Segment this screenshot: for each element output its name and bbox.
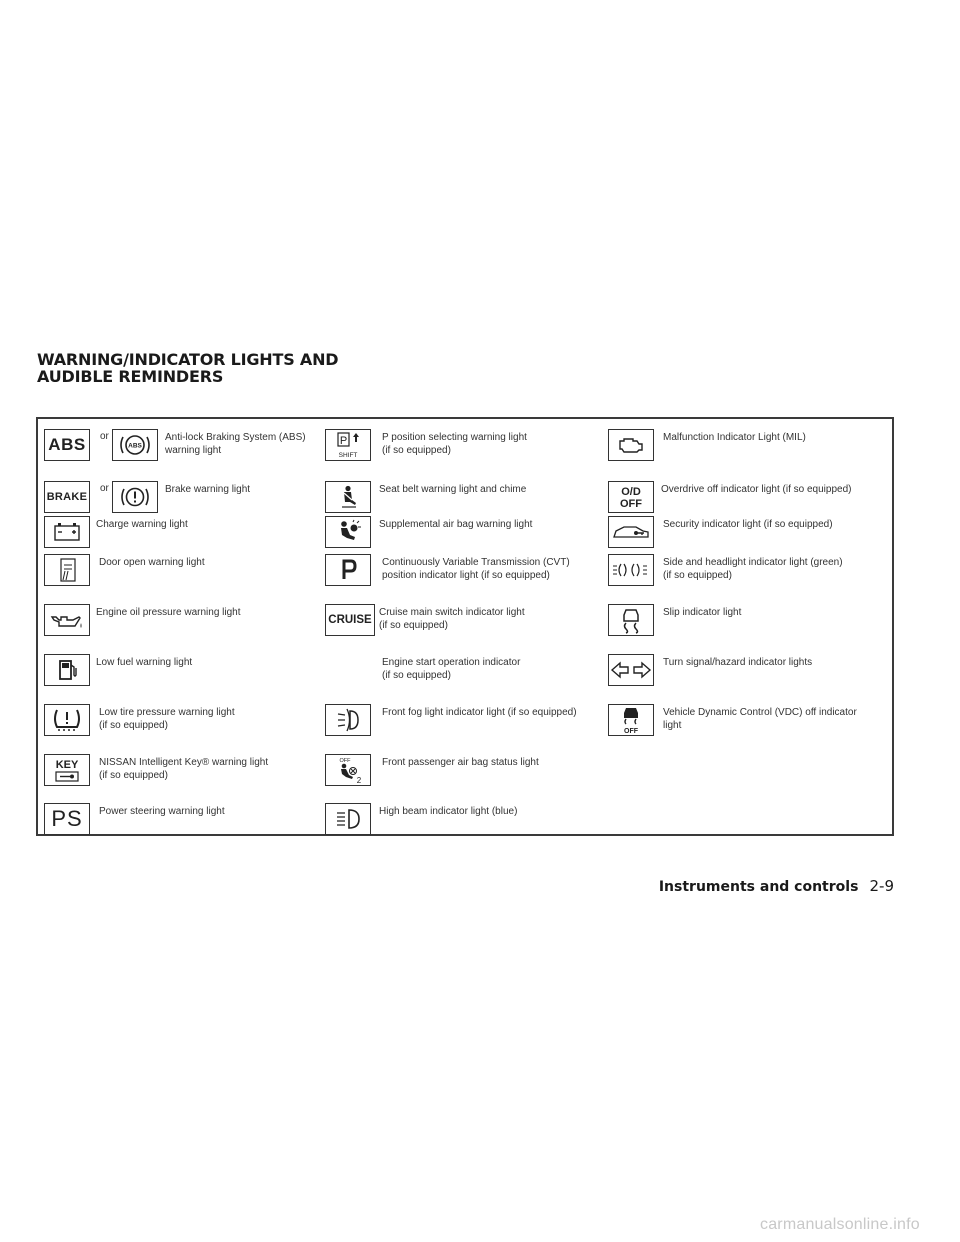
security-label: Security indicator light (if so equipped): [663, 519, 833, 530]
oil-label: Engine oil pressure warning light: [96, 607, 241, 618]
svg-text:P: P: [339, 435, 348, 447]
abs-entry: [44, 429, 324, 469]
oil-can-icon: [44, 604, 90, 636]
section-heading-line1: WARNING/INDICATOR LIGHTS AND: [37, 350, 339, 369]
vdc-label: Vehicle Dynamic Control (VDC) off indicator light: [663, 707, 857, 731]
or-label: or: [100, 431, 109, 442]
section-heading: [37, 351, 338, 385]
side-head-entry: [608, 554, 890, 594]
turn-arrows-icon: [608, 654, 654, 686]
door-open-entry: [44, 554, 324, 594]
svg-text:OFF: OFF: [624, 728, 638, 735]
footer-page-number: 2-9: [869, 877, 894, 895]
fuel-pump-icon: [44, 654, 90, 686]
turn-signal-entry: [608, 654, 890, 694]
svg-text:O/D: O/D: [621, 486, 641, 498]
abs-label: Anti-lock Braking System (ABS) warning light: [165, 432, 306, 456]
table-row: [38, 604, 892, 644]
airbag-icon: [325, 516, 371, 548]
watermark-text: carmanualsonline.info: [760, 1216, 920, 1233]
seat-belt-label: Seat belt warning light and chime: [379, 484, 527, 495]
key-label: NISSAN Intelligent Key® warning light (if so equipped): [99, 757, 269, 781]
power-steering-entry: [44, 803, 324, 843]
engine-start-label: Engine start operation indicator (if so equipped): [382, 657, 521, 681]
table-row: [38, 554, 892, 594]
table-row: [38, 429, 892, 469]
vdc-off-icon: [608, 704, 654, 736]
footer-section-name: Instruments and controls: [658, 879, 859, 895]
airbag-entry: [325, 516, 607, 556]
page-footer: [659, 876, 894, 895]
ps-text-icon: PS: [44, 803, 90, 835]
section-heading-line2: AUDIBLE REMINDERS: [37, 367, 224, 386]
cvt-label: Continuously Variable Transmission (CVT) position indicator light (if so equipped): [382, 557, 570, 581]
tire-entry: [44, 704, 324, 744]
passenger-airbag-icon: [325, 754, 371, 786]
od-off-entry: [608, 481, 890, 521]
oil-entry: [44, 604, 324, 644]
table-row: [38, 803, 892, 843]
tire-label: Low tire pressure warning light (if so equipped): [99, 707, 235, 731]
seat-belt-entry: [325, 481, 607, 521]
turn-signal-label: Turn signal/hazard indicator lights: [663, 657, 813, 668]
svg-text:ABS: ABS: [128, 442, 142, 450]
abs-circle-icon: [112, 429, 158, 461]
intelligent-key-icon: [44, 754, 90, 786]
brake-label: Brake warning light: [165, 484, 251, 495]
p-position-label: P position selecting warning light (if so equipped): [382, 432, 527, 456]
door-open-label: Door open warning light: [99, 557, 205, 568]
table-row: [38, 481, 892, 521]
tire-pressure-icon: [44, 704, 90, 736]
svg-text:2: 2: [356, 776, 362, 785]
security-entry: [608, 516, 890, 556]
engine-icon: [608, 429, 654, 461]
p-shift-icon: [325, 429, 371, 461]
charge-entry: [44, 516, 324, 556]
brake-text-icon: BRAKE: [44, 481, 90, 513]
door-open-icon: [44, 554, 90, 586]
high-beam-entry: [325, 803, 607, 843]
od-off-icon: [608, 481, 654, 513]
engine-start-entry: [325, 654, 607, 694]
slip-entry: [608, 604, 890, 644]
side-light-icon: [608, 554, 654, 586]
battery-icon: [44, 516, 90, 548]
seat-belt-icon: [325, 481, 371, 513]
svg-text:SHIFT: SHIFT: [338, 452, 358, 459]
table-row: [38, 654, 892, 694]
or-label: or: [100, 483, 109, 494]
cvt-p-icon: [325, 554, 371, 586]
fuel-label: Low fuel warning light: [96, 657, 193, 668]
fog-label: Front fog light indicator light (if so equipped): [382, 707, 577, 718]
slip-car-icon: [608, 604, 654, 636]
indicator-lights-table: [36, 417, 894, 836]
side-head-label: Side and headlight indicator light (green) (if so equipped): [663, 557, 843, 581]
cruise-label: Cruise main switch indicator light (if so equipped): [379, 607, 525, 631]
slip-label: Slip indicator light: [663, 607, 742, 618]
power-steering-label: Power steering warning light: [99, 806, 225, 817]
svg-text:OFF: OFF: [620, 498, 642, 510]
abs-text-icon: ABS: [44, 429, 90, 461]
mil-label: Malfunction Indicator Light (MIL): [663, 432, 806, 443]
car-key-icon: [608, 516, 654, 548]
cruise-entry: [325, 604, 607, 644]
charge-label: Charge warning light: [96, 519, 188, 530]
airbag-label: Supplemental air bag warning light: [379, 519, 533, 530]
passenger-airbag-label: Front passenger air bag status light: [382, 757, 539, 768]
mil-entry: [608, 429, 890, 469]
fuel-entry: [44, 654, 324, 694]
svg-text:OFF: OFF: [339, 758, 351, 764]
table-row: [38, 516, 892, 556]
table-row: [38, 704, 892, 744]
od-off-label: Overdrive off indicator light (if so equipped): [661, 484, 852, 495]
passenger-airbag-entry: [325, 754, 607, 794]
brake-circle-icon: [112, 481, 158, 513]
brake-entry: [44, 481, 324, 521]
fog-entry: [325, 704, 607, 744]
p-position-entry: [325, 429, 607, 469]
svg-text:KEY: KEY: [55, 759, 79, 771]
table-row: [38, 754, 892, 794]
fog-light-icon: [325, 704, 371, 736]
high-beam-label: High beam indicator light (blue): [379, 806, 518, 817]
vdc-entry: [608, 704, 890, 744]
cruise-text-icon: CRUISE: [325, 604, 375, 636]
key-entry: [44, 754, 324, 794]
high-beam-icon: [325, 803, 371, 835]
cvt-entry: [325, 554, 607, 594]
